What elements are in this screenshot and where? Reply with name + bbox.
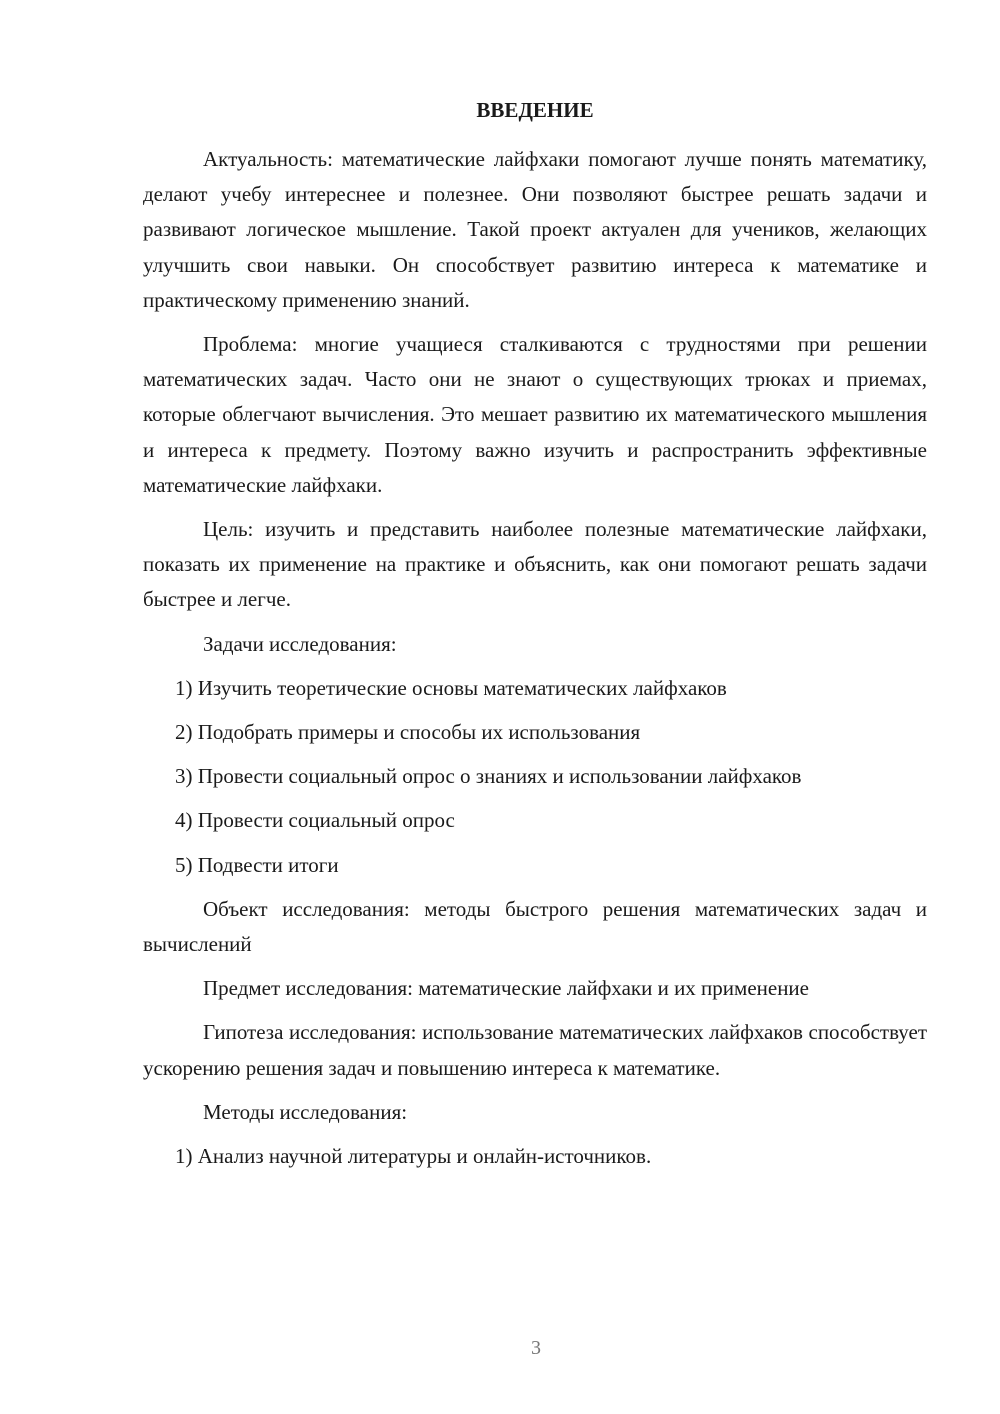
goal-paragraph: Цель: изучить и представить наиболее полезные математические лайфхаки, показать их применение на практике и объяснить, как они помогают решать задачи быстрее и легче. [143,517,927,612]
method-item-1: 1) Анализ научной литературы и онлайн-источников. [175,1144,652,1169]
section-title: ВВЕДЕНИЕ [476,98,594,122]
problem-paragraph: Проблема: многие учащиеся сталкиваются с трудностями при решении математических задач. Часто они не знают о существующих трюках и приемах, которые облегчают вычисления. Это мешает развитию их математического мышления и интереса к предмету. Поэтому важно изучить и распространить эффективные математические лайфхаки. [143,332,927,497]
page-number-row [0,1336,1000,1360]
object-paragraph: Объект исследования: методы быстрого решения математических задач и вычислений [143,896,927,957]
tasks-heading: Задачи исследования: [203,631,397,656]
task-item-4: 4) Провести социальный опрос [175,808,455,833]
task-item-2: 2) Подобрать примеры и способы их использования [175,720,641,745]
page-number: 3 [531,1337,541,1359]
subject-paragraph: Предмет исследования: математические лайфхаки и их применение [203,976,809,1001]
relevance-paragraph: Актуальность: математические лайфхаки помогают лучше понять математику, делают учебу интереснее и полезнее. Они позволяют быстрее решать задачи и развивают логическое мышление. Такой проект актуален для учеников, желающих улучшить свои навыки. Он способствует развитию интереса к математике и практическому применению знаний. [143,147,927,312]
task-item-3: 3) Провести социальный опрос о знаниях и использовании лайфхаков [175,764,802,789]
methods-heading: Методы исследования: [203,1099,408,1124]
task-item-1: 1) Изучить теоретические основы математических лайфхаков [175,675,727,700]
hypothesis-paragraph: Гипотеза исследования: использование математических лайфхаков способствует ускорению решения задач и повышению интереса к математике. [143,1020,927,1080]
task-item-5: 5) Подвести итоги [175,852,339,877]
document-body [143,142,927,1183]
